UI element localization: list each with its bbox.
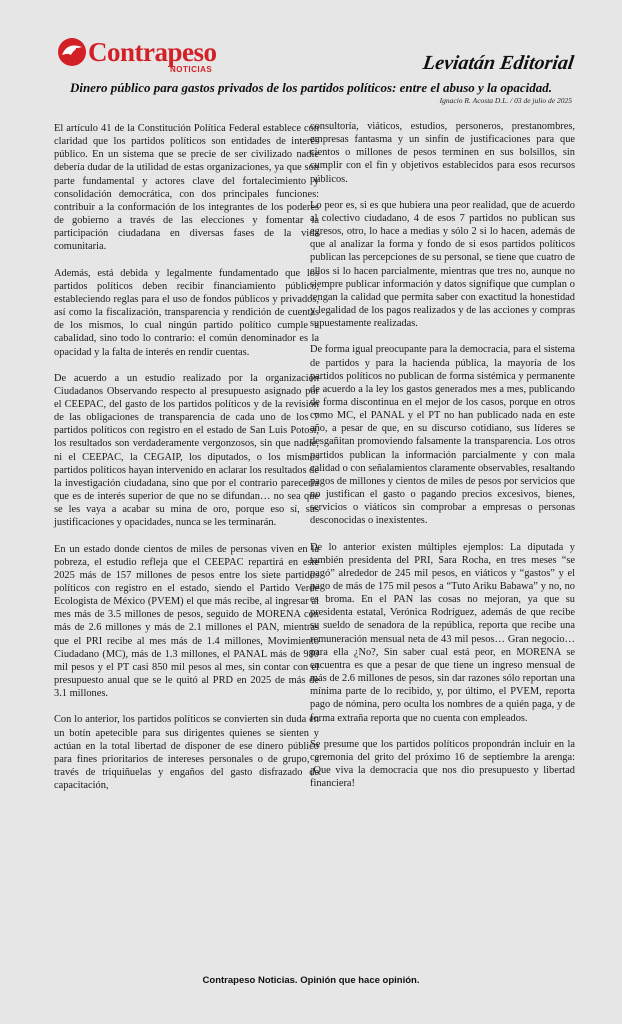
article-byline: Ignacio R. Acosta D.L. / 03 de julio de 2025 (439, 96, 572, 105)
paragraph: De lo anterior existen múltiples ejemplos: La diputada y también presidenta del PRI, Sara Rocha, en tres meses “se pagó” alrededor de 245 mil pesos, en viáticos y “gastos” y el pago de más de 175 mil pesos a “Tuto Ariku Babawa” y no, no es broma. En el PAN las cosas no mejoran, ya que su presidenta estatal, Verónica Rodríguez, además de que recibe su sueldo de senadora de la república, reporta que recibe una remuneración mensual neta de 43 mil pesos… Gran negocio… para ella ¿No?, Sin saber cual está peor, en MORENA se encuentra es que a pesar de que tiene un ingreso mensual de más de 2.6 millones de pesos, sin dar razones sólo reportan una mínima parte de lo recibido, y, por último, el PVEM, reporta pago de nómina, pero oculta los nombres de a quién paga, y de forma extraña reporta que no cuenta con empleados. (310, 541, 575, 724)
brand-logo[interactable] (58, 38, 218, 74)
page-header (0, 0, 622, 120)
paragraph: De acuerdo a un estudio realizado por la organización Ciudadanos Observando respecto al presupuesto asignado por el CEEPAC, del gasto de los partidos políticos y de la revisión de las obligaciones de transparencia de cada uno de los 7 partidos políticos con registro en el estado de San Luis Potosí, los resultados son verdaderamente vergonzosos, sin que nadie, ni el CEEPAC, la CEGAIP, los diputados, o los mismos partidos políticos hayan intervenido en aclarar los resultados de la investigación ciudadana, sino que por el contrario parecería que es de interés superior de que no se difundan… no sea que se les vaya a acabar su mina de oro, porque eso sí, sus justificaciones y opacidades, nunca se les terminarán. (54, 372, 319, 529)
brand-name: Contrapeso (88, 37, 217, 67)
right-column (310, 120, 575, 803)
paragraph: consultoría, viáticos, estudios, personeros, prestanombres, empresas fantasma y un sinfín de justificaciones para que cientos o millones de pesos terminen en sus bolsillos, sin cumplir con el fin y objetivos establecidos para esos recursos públicos. (310, 121, 575, 185)
left-column (54, 122, 319, 805)
paragraph: Además, está debida y legalmente fundamentado que los partidos políticos deben recibir financiamiento público, estableciendo reglas para el uso de fondos públicos y privados, así como la fiscalización, transparencia y rendición de cuentas de los mismos, lo cual ningún partido político cumple a cabalidad, sino todo lo contrario: el común denominador es la opacidad y la falta de interés en rendir cuentas. (54, 267, 319, 358)
page-footer: Contrapeso Noticias. Opinión que hace opinión. (202, 975, 420, 986)
article-headline: Dinero público para gastos privados de los partidos políticos: entre el abuso y la opacidad. (69, 80, 553, 95)
section-title: Leviatán Editorial (421, 52, 576, 74)
paragraph: De forma igual preocupante para la democracia, para el sistema de partidos y para la hacienda pública, la mayoría de los partidos políticos no publican de forma sistémica y permanente de acuerdo a la ley los gastos generados mes a mes, publicando de forma discontinua en el mejor de los casos, porque en otros como MC, el PANAL y el PT no han publicado nada en este año, a pesar de que, en su discurso cotidiano, sus líderes se desgañitan promoviendo falsamente la transparencia. Los otros partidos publican la información parcialmente y con mala calidad o con señalamientos claramente observables, resaltando pagos de millones y cientos de miles de pesos por servicios que no justifican el gasto o pagando precios excesivos, bienes, servicios o viáticos sin comprobar a empresas o personas desconocidas o inexistentes. (310, 344, 575, 527)
paragraph: Lo peor es, si es que hubiera una peor realidad, que de acuerdo al colectivo ciudadano, 4 de esos 7 partidos no publican sus egresos, otro, lo hace a medias y sólo 2 si lo hacen, además de que al analizar la forma y fondo de si esos partidos políticos publican las percepciones de su personal, se tiene que cuatro de ellos si lo hacen parcialmente, mientras que tres no, aunque no siempre publicar información y datos signifique que cumplan o tengan la calidad que permita saber con exactitud la honestidad y legalidad de los pagos realizados y de las acciones y compras supuestamente realizadas. (310, 199, 575, 330)
paragraph: Se presume que los partidos políticos propondrán incluir en la ceremonia del grito del próximo 16 de septiembre la arenga: ¡Que viva la democracia que nos dio presupuesto y libertad financiera! (310, 738, 575, 790)
paragraph: En un estado donde cientos de miles de personas viven en la pobreza, el estudio refleja que el CEEPAC repartirá en este 2025 más de 157 millones de pesos entre los siete partidos políticos con registro en el estado, siendo el Partido Verde Ecologista de México (PVEM) el que más recibe, al ingresar al mes más de 3.5 millones de pesos, seguido de MORENA con más de 2.6 millones y más de 2.1 millones el PAN, mientras que el PRI recibe al mes más de 1.4 millones, Movimiento Ciudadano (MC), más de 1.3 millones, el PANAL más de 980 mil pesos y el PT casi 850 mil pesos al mes, sin contar con el presupuesto anual que se le quitó al PRD en 2025 de más de 3.1 millones. (54, 543, 319, 700)
brand-sub: NOTICIAS (170, 65, 213, 74)
paragraph: Con lo anterior, los partidos políticos se convierten sin duda en un botín apetecible para sus dirigentes quienes se sienten y actúan en la total libertad de disponer de ese dinero público para fines prioritarios de intereses personales o de grupo, a través de triquiñuelas y engaños del gasto disfrazado de capacitación, (54, 714, 319, 792)
paragraph: El artículo 41 de la Constitución Política Federal establece con claridad que los partidos políticos son entidades de interés público. En un sistema que se precie de ser civilizado nadie debería dudar de la utilidad de estas organizaciones, ya que son parte fundamental y actores clave del fortalecimiento y consolidación democrática, con dos principales funciones: contribuir a la conformación de los integrantes de los poderes de gobierno a través de las elecciones y fomentar la participación ciudadana en diversas fases de la vida comunitaria. (54, 123, 319, 253)
bird-logo-icon (58, 38, 86, 66)
